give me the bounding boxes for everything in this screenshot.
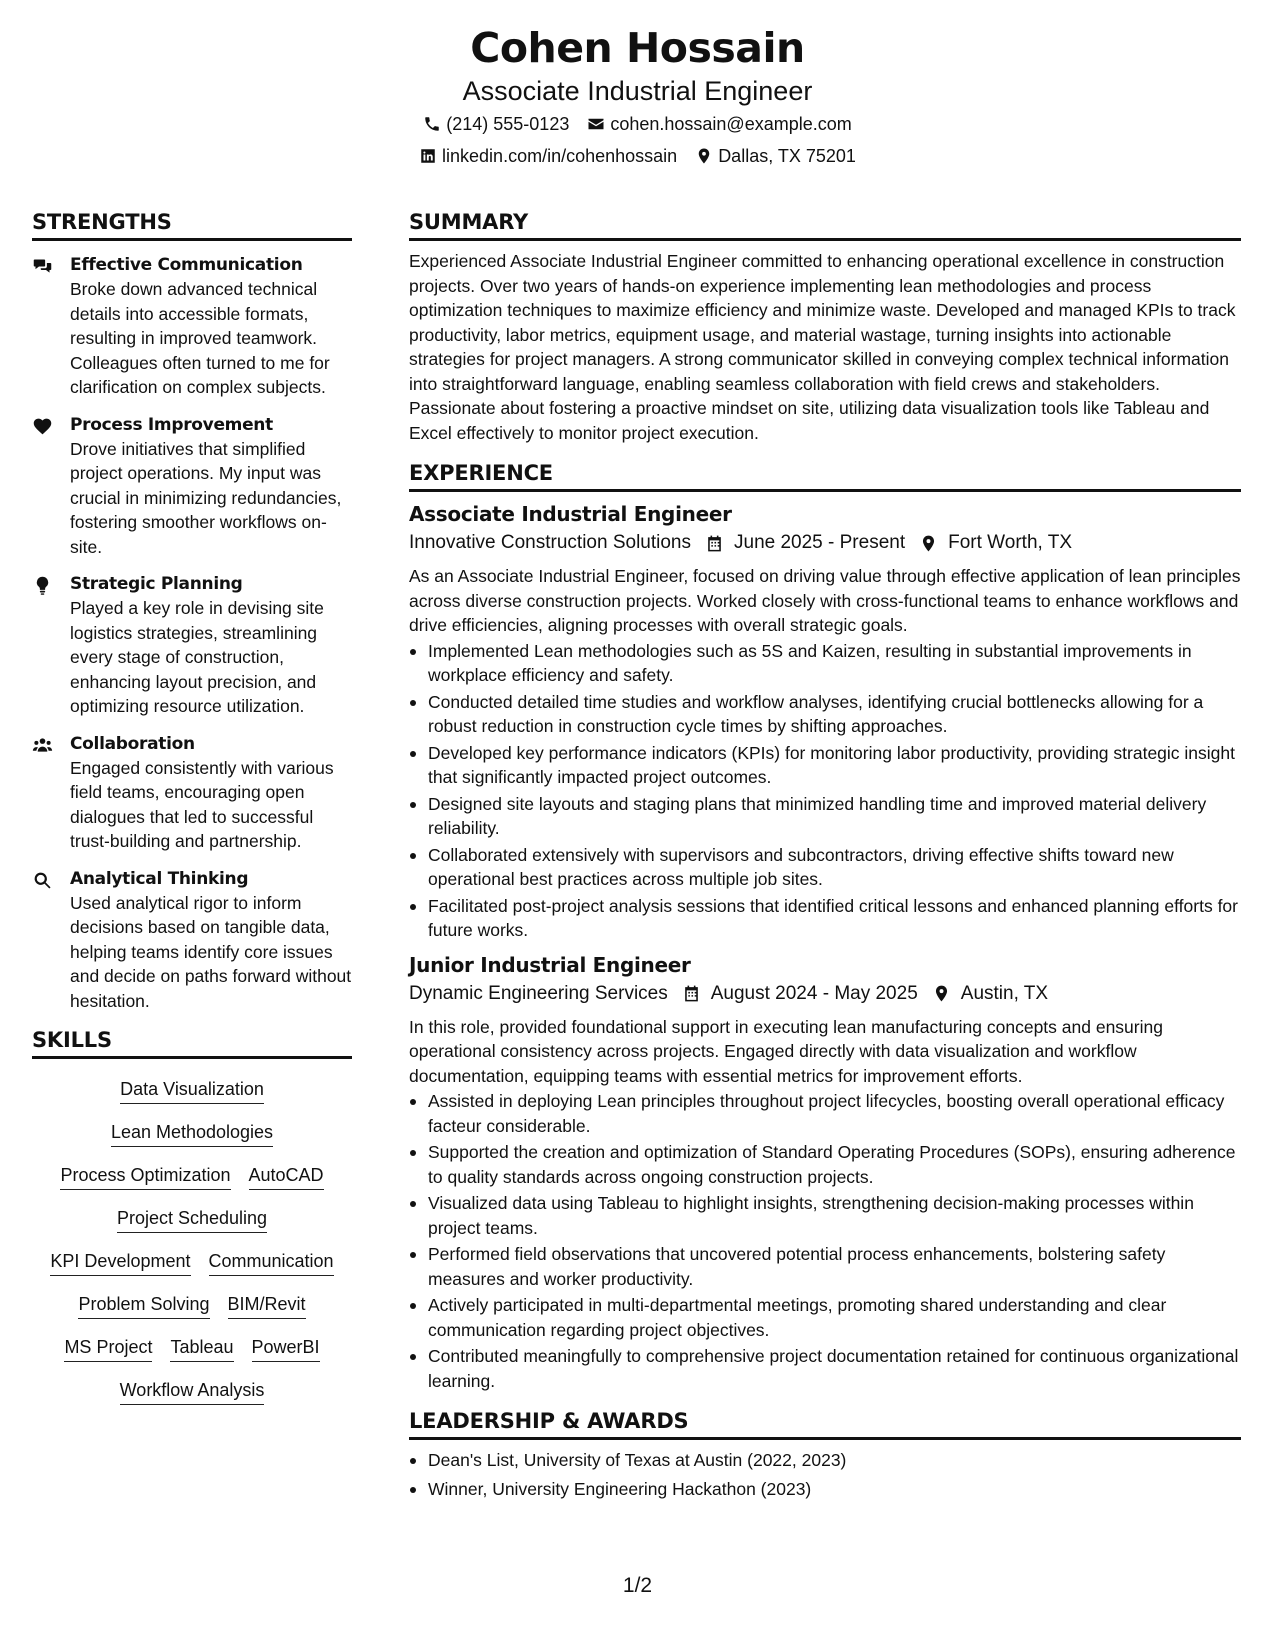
- strength-desc: Drove initiatives that simplified project operations. My input was crucial in minimizing redundancies, fostering smoother workflows on-site.: [70, 438, 342, 557]
- list-item: Assisted in deploying Lean principles throughout project lifecycles, boosting overall operational efficacy facteur considerable.: [409, 1089, 1241, 1138]
- linkedin-icon: [419, 147, 437, 165]
- phone-number: (214) 555-0123: [446, 114, 570, 134]
- skill-tag: Process Optimization: [60, 1163, 230, 1190]
- heart-icon: [32, 416, 53, 437]
- skill-tag: Communication: [209, 1249, 334, 1276]
- strength-desc: Broke down advanced technical details into accessible formats, resulting in improved teamwork. Colleagues often turned to me for clarification on complex subjects.: [70, 279, 330, 397]
- skill-tag: Lean Methodologies: [111, 1120, 273, 1147]
- strengths-section: [32, 208, 352, 1013]
- list-item: Collaborated extensively with supervisors and subcontractors, driving effective shifts toward new operational best practices across multiple job sites.: [409, 843, 1241, 892]
- strength-item: [32, 413, 352, 560]
- skills-list: [32, 1073, 352, 1405]
- strength-title: Analytical Thinking: [70, 868, 249, 889]
- job-location: Austin, TX: [960, 982, 1049, 1004]
- list-item: Conducted detailed time studies and workflow analyses, identifying crucial bottlenecks allowing for a robust reduction in construction cycle times by shifting approaches.: [409, 690, 1241, 739]
- list-item: Designed site layouts and staging plans that minimized handling time and improved material delivery reliability.: [409, 792, 1241, 841]
- awards-list: [409, 1448, 1241, 1501]
- search-icon: [32, 870, 53, 891]
- skill-tag: Tableau: [170, 1335, 233, 1362]
- users-icon: [32, 735, 53, 756]
- strength-item: [32, 253, 352, 400]
- summary-heading: SUMMARY: [409, 208, 1241, 241]
- summary-section: [409, 208, 1241, 445]
- map-pin-icon: [932, 984, 951, 1003]
- contact-row-1: [0, 108, 1275, 140]
- list-item: Contributed meaningfully to comprehensive project documentation retained for continuous organizational learning.: [409, 1344, 1241, 1393]
- list-item: Visualized data using Tableau to highlight insights, strengthening decision-making processes within project teams.: [409, 1191, 1241, 1240]
- linkedin-url: linkedin.com/in/cohenhossain: [442, 146, 678, 166]
- job-meta: [409, 979, 1241, 1009]
- contact-row-2: [0, 140, 1275, 172]
- list-item: Winner, University Engineering Hackathon (2023): [409, 1477, 1241, 1502]
- envelope-icon: [587, 115, 605, 133]
- job-title: Junior Industrial Engineer: [409, 952, 691, 977]
- comments-icon: [32, 256, 53, 277]
- skill-tag: KPI Development: [50, 1249, 190, 1276]
- experience-section: [409, 459, 1241, 1393]
- skill-tag: Project Scheduling: [117, 1206, 267, 1233]
- email-address: cohen.hossain@example.com: [610, 114, 852, 134]
- list-item: Facilitated post-project analysis sessions that identified critical lessons and enhanced planning efforts for future works.: [409, 894, 1241, 943]
- linkedin-contact[interactable]: [419, 140, 677, 172]
- job-dates: August 2024 - May 2025: [710, 982, 918, 1004]
- skill-tag: Problem Solving: [78, 1292, 209, 1319]
- strength-title: Effective Communication: [70, 255, 303, 275]
- calendar-icon: [682, 984, 701, 1003]
- job-bullets: [409, 1089, 1241, 1393]
- strength-item: [32, 572, 352, 719]
- strength-item: [32, 732, 352, 854]
- job-summary: In this role, provided foundational support in executing lean manufacturing concepts and ensuring operational consistency across projects. Engaged directly with data visualization and workflow documentation, equipping teams with essential metrics for improvement efforts.: [409, 1016, 1163, 1086]
- email-contact[interactable]: [587, 108, 851, 140]
- phone-icon: [423, 115, 441, 133]
- skill-tag: Workflow Analysis: [120, 1378, 265, 1405]
- experience-heading: EXPERIENCE: [409, 459, 1241, 492]
- candidate-title: Associate Industrial Engineer: [462, 76, 813, 106]
- strength-desc: Engaged consistently with various field teams, encouraging open dialogues that led to successful trust-building and partnership.: [70, 757, 334, 851]
- calendar-icon: [705, 534, 724, 553]
- phone-contact[interactable]: [423, 108, 569, 140]
- skill-tag: AutoCAD: [249, 1163, 324, 1190]
- list-item: Dean's List, University of Texas at Austin (2022, 2023): [409, 1448, 1241, 1473]
- list-item: Performed field observations that uncovered potential process enhancements, bolstering safety measures and worker productivity.: [409, 1242, 1241, 1291]
- skills-heading: SKILLS: [32, 1026, 352, 1059]
- job-meta: [409, 528, 1241, 558]
- job-bullets: [409, 639, 1241, 943]
- candidate-name: Cohen Hossain: [470, 24, 805, 72]
- map-pin-icon: [919, 534, 938, 553]
- resume-header: [0, 22, 1275, 172]
- strength-title: Process Improvement: [70, 414, 273, 435]
- list-item: Supported the creation and optimization of Standard Operating Procedures (SOPs), ensuring adherence to quality standards across ongoing construction projects.: [409, 1140, 1241, 1189]
- list-item: Developed key performance indicators (KPIs) for monitoring labor productivity, providing strategic insight that significantly impacted project outcomes.: [409, 741, 1241, 790]
- awards-section: [409, 1407, 1241, 1501]
- right-column: [409, 208, 1241, 1515]
- job-title: Associate Industrial Engineer: [409, 502, 732, 526]
- location-contact: [695, 140, 856, 172]
- strengths-heading: STRENGTHS: [32, 208, 352, 241]
- lightbulb-icon: [32, 575, 53, 596]
- map-pin-icon: [695, 147, 713, 165]
- job-company: Innovative Construction Solutions: [409, 532, 691, 553]
- skill-tag: PowerBI: [252, 1335, 320, 1362]
- strength-title: Collaboration: [70, 733, 195, 754]
- left-column: [32, 208, 352, 1405]
- skill-tag: MS Project: [64, 1335, 152, 1362]
- awards-heading: LEADERSHIP & AWARDS: [409, 1407, 1241, 1440]
- strength-desc: Used analytical rigor to inform decisions based on tangible data, helping teams identify core issues and decide on paths forward without hesitation.: [70, 892, 352, 1011]
- skills-section: [32, 1026, 352, 1405]
- job-company: Dynamic Engineering Services: [409, 982, 668, 1004]
- strength-item: [32, 867, 352, 1014]
- location-text: Dallas, TX 75201: [718, 146, 856, 166]
- strength-desc: Played a key role in devising site logistics strategies, streamlining every stage of construction, enhancing layout precision, and optimizing resource utilization.: [70, 598, 324, 716]
- summary-text: Experienced Associate Industrial Engineer committed to enhancing operational excellence in construction projects. Over two years of hands-on experience implementing lean methodologies and process optimization techniques to maximize efficiency and minimize waste. Developed and managed KPIs to track productivity, labor metrics, equipment usage, and material wastage, turning insights into actionable strategies for project managers. A strong communicator skilled in conveying complex technical information into straightforward language, enabling seamless collaboration with field crews and stakeholders. Passionate about fostering a proactive mindset on site, utilizing data visualization tools like Tableau and Excel effectively to monitor project execution.: [409, 251, 1236, 443]
- strength-title: Strategic Planning: [70, 574, 243, 594]
- job-entry: [409, 500, 1241, 943]
- skill-tag: Data Visualization: [120, 1077, 264, 1104]
- list-item: Implemented Lean methodologies such as 5S and Kaizen, resulting in substantial improvements in workplace efficiency and safety.: [409, 639, 1241, 688]
- list-item: Actively participated in multi-departmental meetings, promoting shared understanding and clear communication regarding project objectives.: [409, 1293, 1241, 1342]
- skill-tag: BIM/Revit: [228, 1292, 306, 1319]
- page-number: 1/2: [622, 1574, 653, 1597]
- job-summary: As an Associate Industrial Engineer, focused on driving value through effective application of lean principles across diverse construction projects. Worked closely with cross-functional teams to enhance workflows and drive efficiencies, aligning processes with overall strategic goals.: [409, 566, 1241, 635]
- job-location: Fort Worth, TX: [948, 532, 1073, 553]
- job-dates: June 2025 - Present: [734, 532, 906, 553]
- job-entry: [409, 951, 1241, 1394]
